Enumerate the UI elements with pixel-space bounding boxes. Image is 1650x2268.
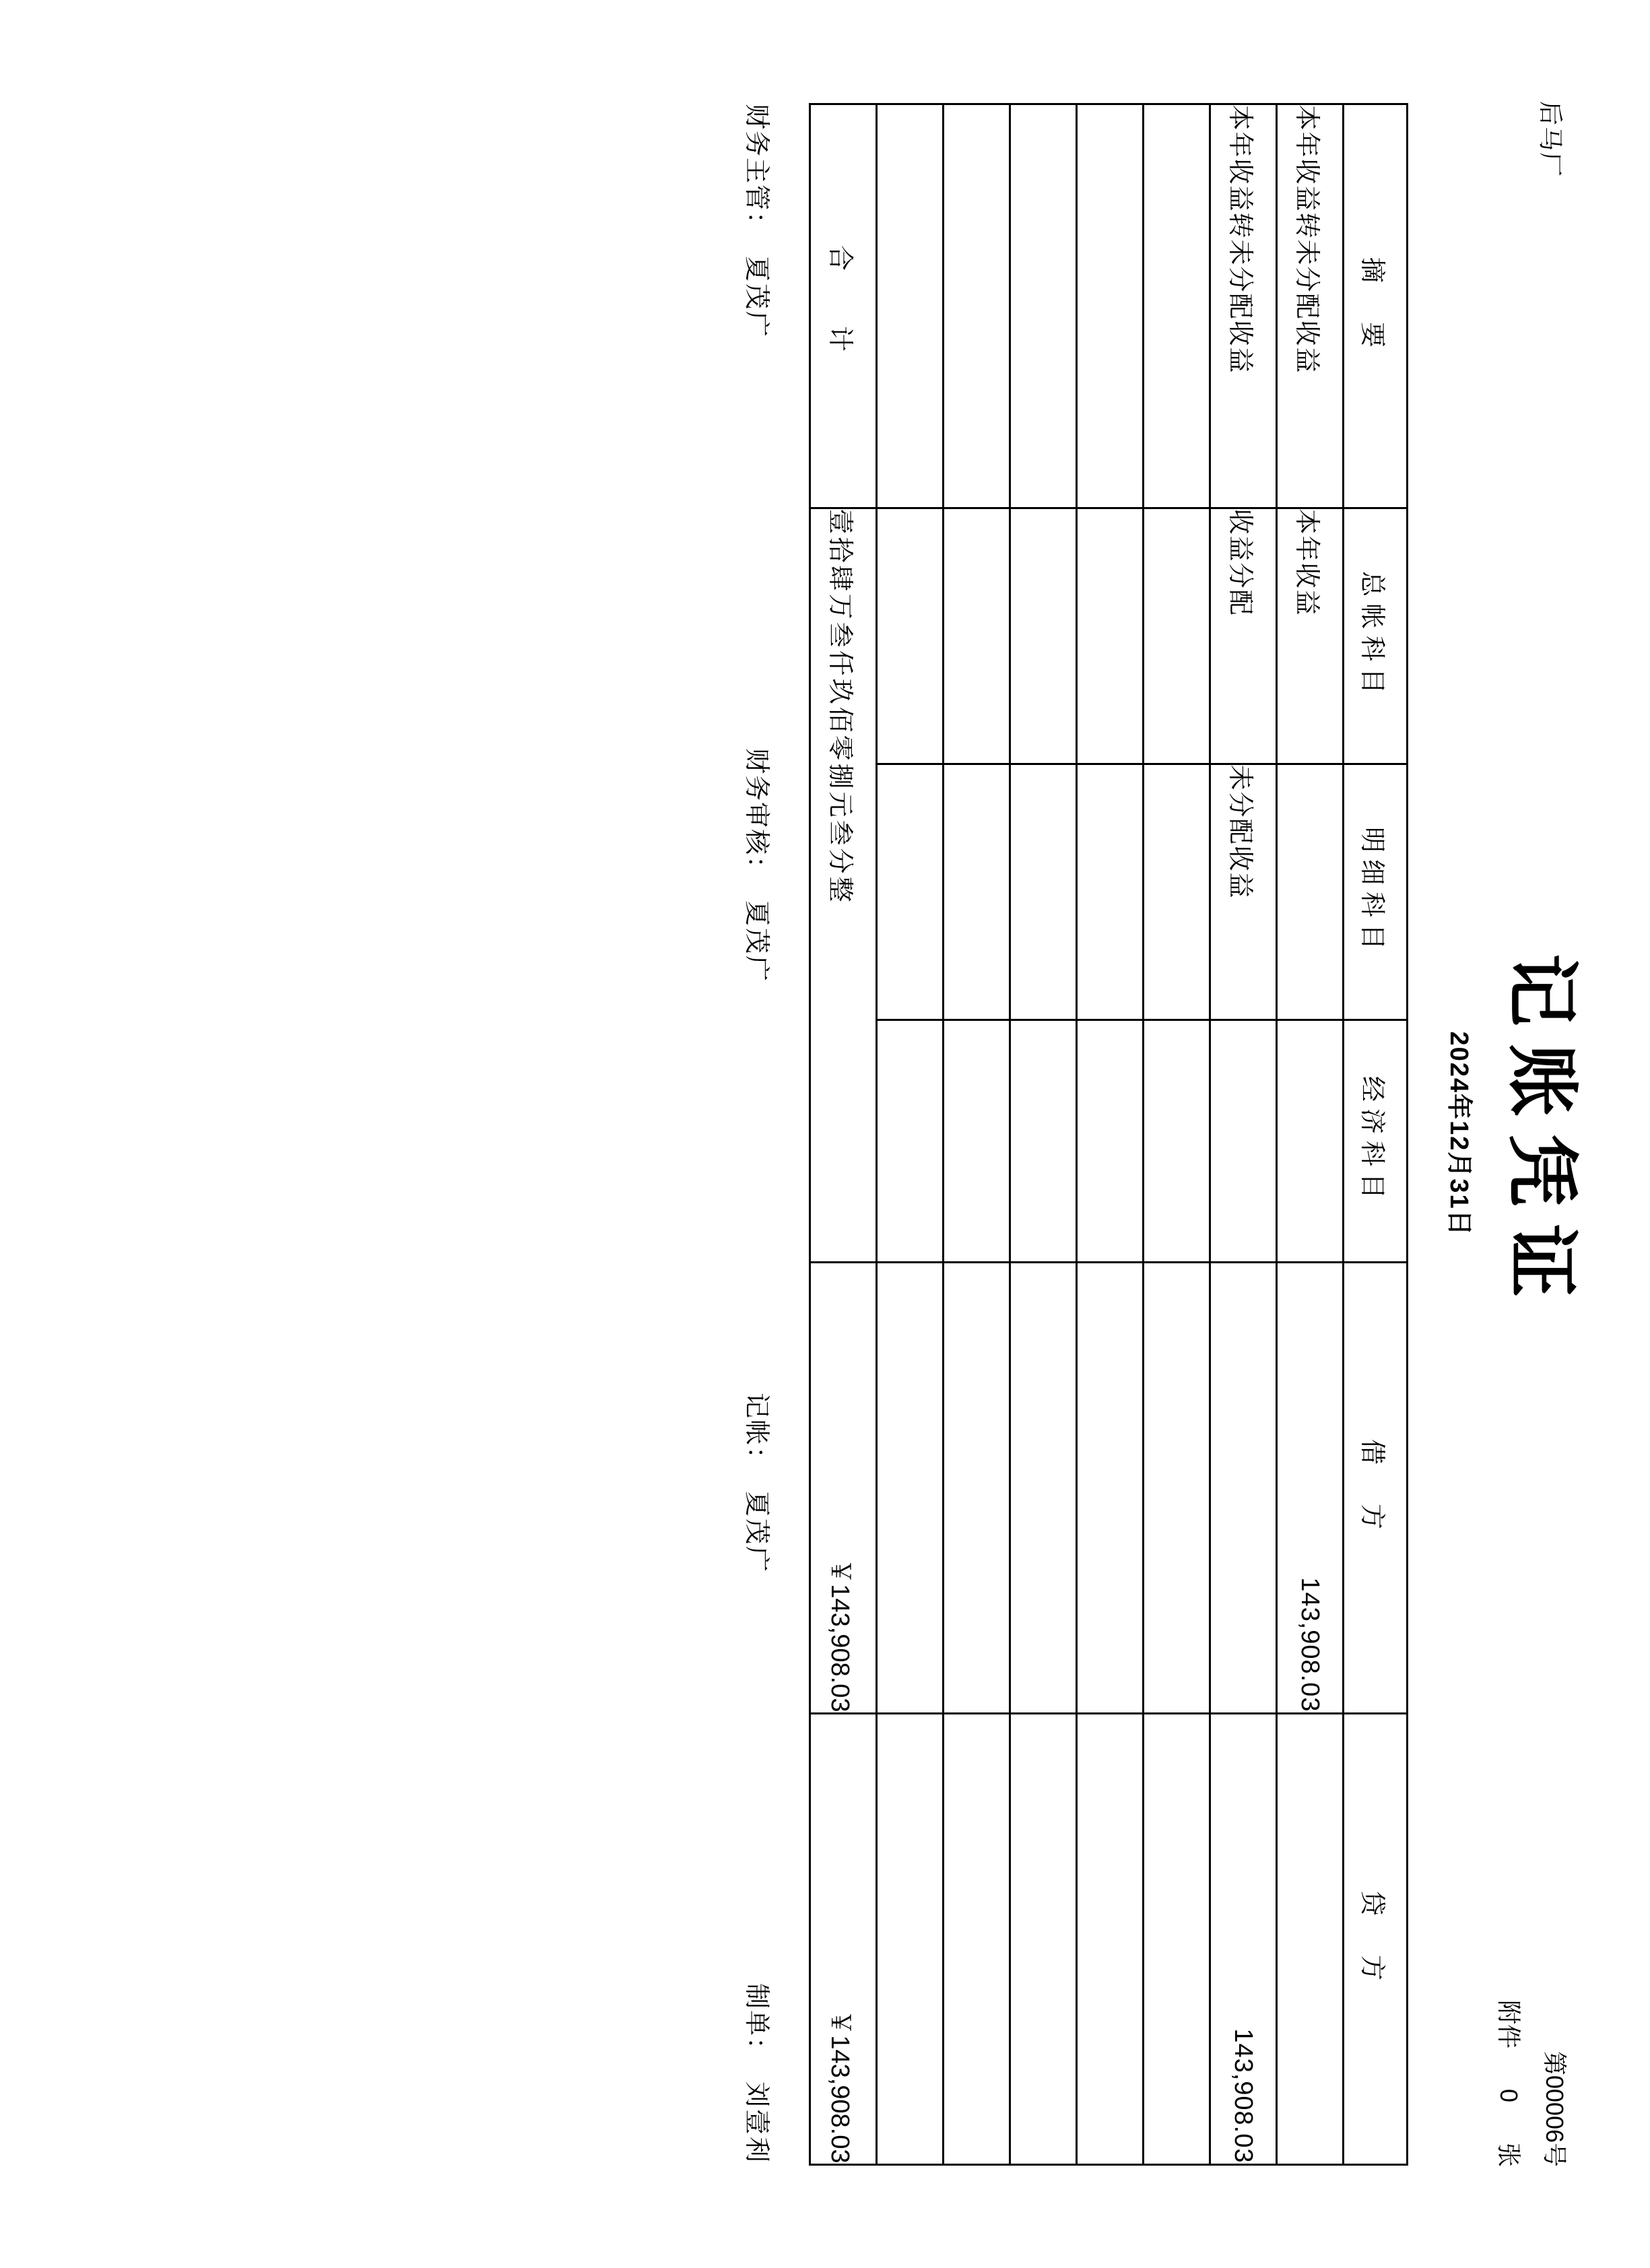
cell-general-account <box>1076 508 1143 764</box>
cell-sub-account <box>1276 1020 1343 1262</box>
total-debit: ￥143,908.03 <box>810 1262 876 1713</box>
cell-general-account: 本年收益 <box>1276 508 1343 764</box>
table-row <box>1210 104 1276 2164</box>
cell-debit <box>1143 1262 1210 1713</box>
table-row <box>876 104 943 2164</box>
signature-row <box>741 104 778 2164</box>
cell-debit <box>876 1262 943 1713</box>
total-credit: ￥143,908.03 <box>810 1713 876 2164</box>
voucher-date: 2024年12月31日 <box>1444 1031 1473 1237</box>
total-row <box>810 104 876 2164</box>
cell-abstract <box>1143 104 1210 508</box>
cell-sub-account <box>1076 1020 1143 1262</box>
cell-general-account: 收益分配 <box>1210 508 1276 764</box>
finance-auditor-label: 财务审核： <box>741 747 770 883</box>
voucher-number: 第00006号 <box>1541 2050 1569 2167</box>
signature-finance-manager <box>741 104 778 339</box>
table-header-row <box>1343 104 1407 2164</box>
cell-credit <box>876 1713 943 2164</box>
cell-debit <box>1010 1262 1076 1713</box>
cell-abstract: 本年收益转未分配收益 <box>1276 104 1343 508</box>
attachment-count: 0 <box>1494 2088 1523 2102</box>
cell-credit <box>1276 1713 1343 2164</box>
page-title: 记账凭证 <box>1499 953 1583 1314</box>
cell-sub-account <box>876 1020 943 1262</box>
finance-manager-label: 财务主管： <box>741 104 770 239</box>
column-header-detail-account: 明细科目 <box>1343 764 1407 1020</box>
cell-general-account <box>1010 508 1076 764</box>
table-row <box>1276 104 1343 2164</box>
preparer-label: 制单： <box>741 1982 770 2064</box>
preparer-name: 刘壹利 <box>741 2081 770 2164</box>
cell-abstract <box>1010 104 1076 508</box>
unit-label: 后马厂 <box>1537 101 1564 178</box>
cell-detail-account <box>1010 764 1076 1020</box>
cell-sub-account <box>1143 1020 1210 1262</box>
voucher-table <box>809 103 1408 2166</box>
cell-credit <box>1076 1713 1143 2164</box>
cell-sub-account <box>1210 1020 1276 1262</box>
bookkeeper-label: 记帐： <box>741 1392 770 1473</box>
cell-debit <box>943 1262 1010 1713</box>
cell-abstract: 本年收益转未分配收益 <box>1210 104 1276 508</box>
table-row <box>1076 104 1143 2164</box>
column-header-credit: 贷 方 <box>1343 1713 1407 2164</box>
finance-auditor-name: 夏茂广 <box>741 900 770 984</box>
column-header-debit: 借 方 <box>1343 1262 1407 1713</box>
table-row <box>943 104 1010 2164</box>
cell-detail-account: 未分配收益 <box>1210 764 1276 1020</box>
cell-credit <box>1010 1713 1076 2164</box>
total-amount-in-words: 壹拾肆万叁仟玖佰零捌元叁分整 <box>810 508 876 1262</box>
finance-manager-name: 夏茂广 <box>741 256 770 339</box>
signature-bookkeeper <box>741 1393 778 1574</box>
cell-detail-account <box>943 764 1010 1020</box>
table-row <box>1010 104 1076 2164</box>
cell-detail-account <box>876 764 943 1020</box>
cell-abstract <box>943 104 1010 508</box>
attachment-label: 附件 <box>1494 1999 1523 2048</box>
cell-detail-account <box>1276 764 1343 1020</box>
cell-general-account <box>876 508 943 764</box>
cell-credit: 143,908.03 <box>1210 1713 1276 2164</box>
table-row <box>1143 104 1210 2164</box>
signature-preparer <box>741 1983 778 2164</box>
cell-abstract <box>876 104 943 508</box>
cell-detail-account <box>1076 764 1143 1020</box>
column-header-general-account: 总帐科目 <box>1343 508 1407 764</box>
cell-debit <box>1210 1262 1276 1713</box>
cell-abstract <box>1076 104 1143 508</box>
cell-sub-account <box>943 1020 1010 1262</box>
total-label: 合 计 <box>810 104 876 508</box>
cell-credit <box>1143 1713 1210 2164</box>
cell-sub-account <box>1010 1020 1076 1262</box>
voucher-meta <box>1485 2000 1577 2167</box>
cell-general-account <box>943 508 1010 764</box>
cell-debit <box>1076 1262 1143 1713</box>
signature-finance-auditor <box>741 748 778 983</box>
column-header-sub-account: 经济科目 <box>1343 1020 1407 1262</box>
bookkeeper-name: 夏茂广 <box>741 1490 770 1574</box>
cell-debit: 143,908.03 <box>1276 1262 1343 1713</box>
cell-detail-account <box>1143 764 1210 1020</box>
cell-credit <box>943 1713 1010 2164</box>
column-header-abstract: 摘 要 <box>1343 104 1407 508</box>
attachment-unit: 张 <box>1494 2142 1523 2167</box>
cell-general-account <box>1143 508 1210 764</box>
